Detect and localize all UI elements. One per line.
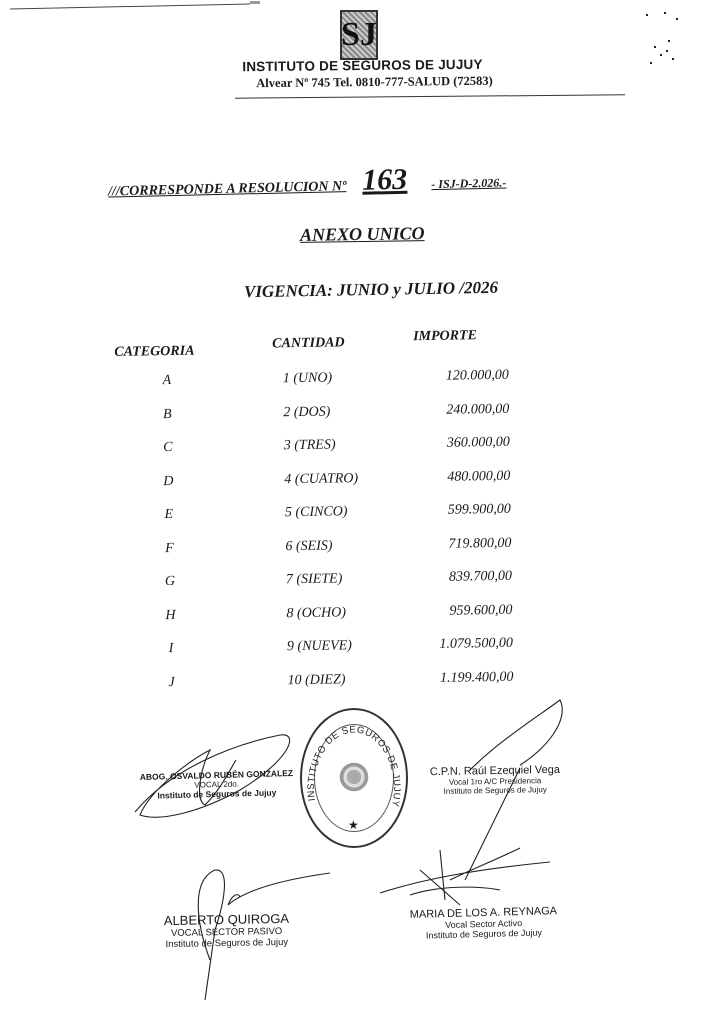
- row-cantidad: 1 (UNO): [282, 370, 333, 387]
- row-cantidad: 5 (CINCO): [284, 504, 348, 521]
- row-importe: 1.079.500,00: [439, 635, 514, 652]
- signatory-institution: Instituto de Seguros de Jujuy: [443, 785, 547, 796]
- table-row: [111, 401, 531, 438]
- row-importe: 1.199.400,00: [439, 669, 514, 686]
- row-categoria: J: [168, 674, 175, 690]
- signatory-name: ALBERTO QUIROGA: [163, 910, 290, 929]
- institution-seal: [300, 708, 408, 848]
- signature-block-quiroga: [164, 911, 290, 950]
- signatory-name: MARIA DE LOS A. REYNAGA: [409, 905, 558, 921]
- row-cantidad: 3 (TRES): [283, 437, 336, 454]
- signature-block-vega: [430, 764, 561, 796]
- row-cantidad: 9 (NUEVE): [286, 638, 353, 655]
- star-icon: ★: [348, 818, 359, 832]
- row-importe: 839.700,00: [448, 568, 513, 585]
- resolution-reference: [108, 160, 507, 203]
- signatory-name: ABOG. OSVALDO RUBÉN GONZALEZ: [139, 767, 294, 783]
- signatory-role: VOCAL 2do.: [194, 779, 240, 790]
- row-categoria: B: [162, 406, 172, 422]
- header-divider: [235, 94, 625, 98]
- signatory-institution: Instituto de Seguros de Jujuy: [425, 927, 543, 941]
- validity-period: VIGENCIA: JUNIO y JULIO /2026: [243, 277, 499, 302]
- table-row: [115, 635, 535, 672]
- annex-title: ANEXO UNICO: [299, 223, 425, 245]
- signatory-role: Vocal Sector Activo: [445, 917, 523, 931]
- row-categoria: C: [163, 440, 173, 456]
- table-row: [115, 669, 535, 706]
- row-categoria: F: [165, 540, 174, 556]
- resolution-suffix: - ISJ-D-2.026.-: [431, 175, 507, 192]
- header-importe: IMPORTE: [413, 328, 478, 345]
- table-row: [112, 468, 532, 505]
- table-row: [114, 602, 534, 639]
- institution-logo: [340, 10, 378, 60]
- scan-edge-mark: [250, 1, 260, 4]
- row-importe: 599.900,00: [447, 501, 511, 518]
- institution-address: Alvear Nº 745 Tel. 0810-777-SALUD (72583): [256, 73, 493, 91]
- row-categoria: E: [164, 507, 174, 523]
- row-importe: 959.600,00: [449, 602, 513, 619]
- row-categoria: H: [165, 607, 176, 623]
- row-importe: 719.800,00: [448, 535, 512, 552]
- signatory-name: C.P.N. Raúl Ezequiel Vega: [429, 763, 560, 779]
- row-importe: 480.000,00: [447, 468, 511, 485]
- table-row: [114, 568, 534, 605]
- table-row: [112, 434, 532, 471]
- row-cantidad: 10 (DIEZ): [287, 671, 346, 688]
- row-categoria: A: [162, 373, 172, 389]
- row-cantidad: 4 (CUATRO): [284, 470, 359, 487]
- header-categoria: CATEGORIA: [114, 343, 195, 360]
- signatory-role: Vocal 1ro A/C Presidencia: [448, 776, 542, 787]
- row-cantidad: 2 (DOS): [283, 404, 331, 420]
- signature-block-gonzalez: [140, 768, 294, 801]
- logo-monogram: SJ: [341, 16, 377, 53]
- row-categoria: G: [164, 574, 176, 590]
- row-cantidad: 7 (SIETE): [285, 571, 343, 588]
- row-importe: 120.000,00: [445, 367, 509, 384]
- row-cantidad: 8 (OCHO): [286, 604, 347, 621]
- header-cantidad: CANTIDAD: [272, 335, 345, 352]
- scan-edge-line: [10, 3, 250, 9]
- signature-stroke-reynaga: [380, 848, 550, 905]
- signatory-institution: Instituto de Seguros de Jujuy: [165, 936, 289, 951]
- resolution-number: 163: [361, 162, 408, 197]
- row-cantidad: 6 (SEIS): [285, 538, 333, 554]
- coat-of-arms-icon: [338, 760, 370, 794]
- institution-name: INSTITUTO DE SEGUROS DE JUJUY: [242, 56, 483, 75]
- signatory-role: VOCAL SECTOR PASIVO: [170, 926, 283, 939]
- row-importe: 240.000,00: [446, 401, 510, 418]
- table-row: [113, 501, 533, 538]
- row-importe: 360.000,00: [446, 434, 510, 451]
- signatory-institution: Instituto de Seguros de Jujuy: [157, 787, 277, 801]
- resolution-prefix: ///CORRESPONDE A RESOLUCION Nº: [108, 179, 347, 200]
- category-amount-table: [110, 323, 536, 710]
- table-row: [111, 367, 531, 404]
- row-categoria: D: [163, 473, 174, 489]
- signature-block-reynaga: [410, 905, 558, 941]
- table-row: [113, 535, 533, 572]
- svg-text:INSTITUTO DE SEGUROS DE JUJUY: INSTITUTO DE SEGUROS DE JUJUY: [305, 724, 403, 809]
- row-categoria: I: [168, 641, 174, 657]
